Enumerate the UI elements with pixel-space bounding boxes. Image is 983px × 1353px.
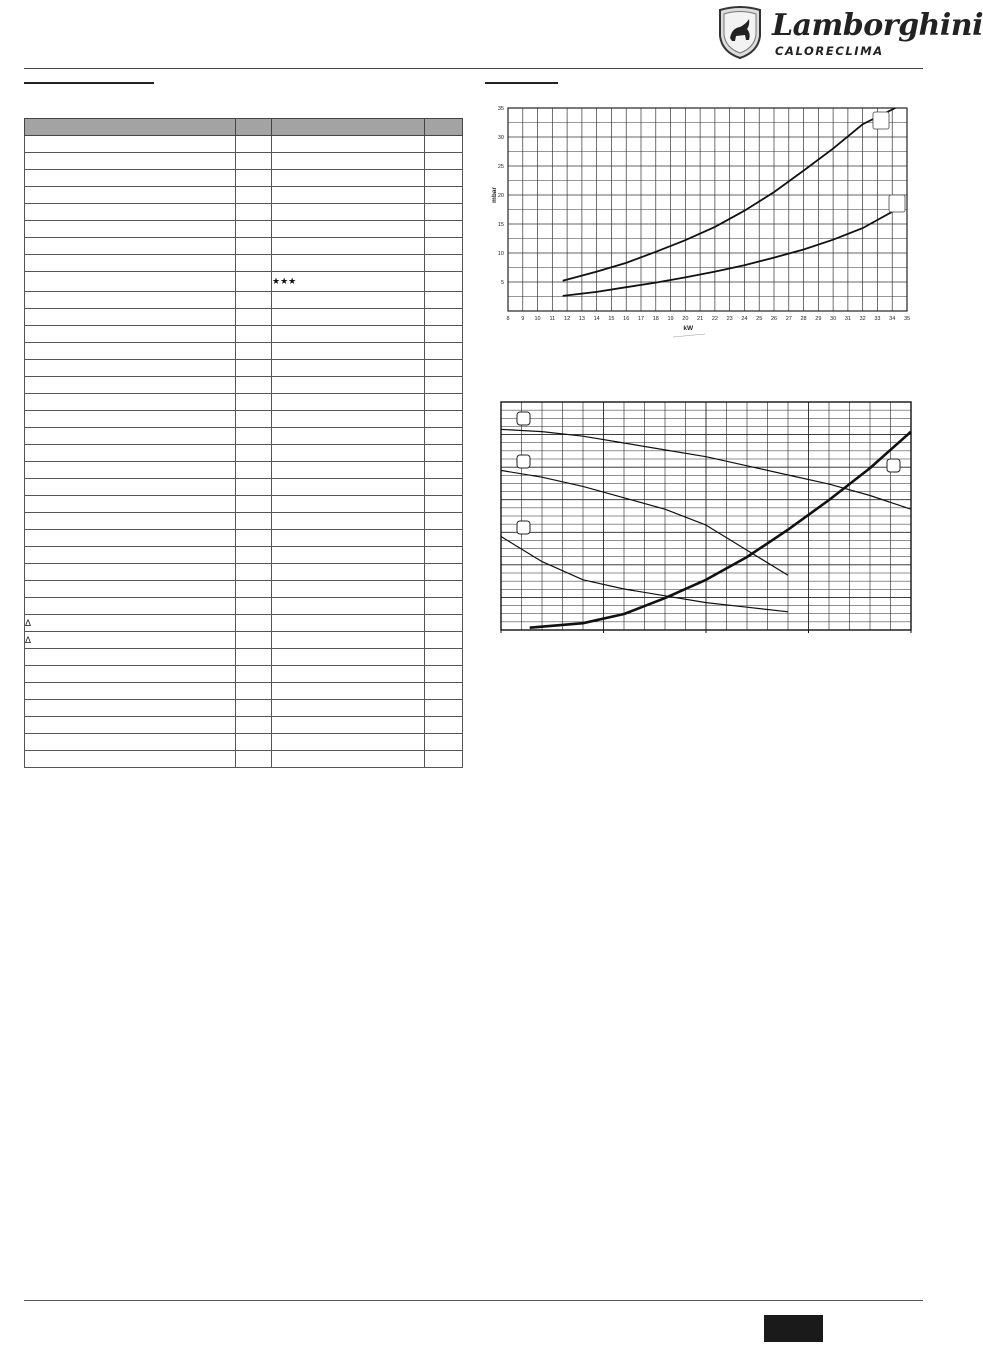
table-cell [425,411,463,428]
x-tick-label: 21 [697,316,704,322]
table-cell [236,204,272,221]
table-cell [25,204,236,221]
table-cell [272,632,425,649]
y-tick-label: 15 [497,222,504,228]
x-tick-label: 33 [874,316,881,322]
table-cell [272,462,425,479]
table-cell [236,411,272,428]
x-tick-label: 34 [889,316,896,322]
table-cell [425,513,463,530]
y-tick-label: 5 [500,280,504,286]
table-row [25,187,463,204]
y-tick-label: 10 [497,251,504,257]
table-cell [25,309,236,326]
section-heading-underline-left [24,82,154,84]
table-cell [425,717,463,734]
x-tick-label: 23 [726,316,733,322]
table-row [25,530,463,547]
table-row [25,326,463,343]
table-row [25,700,463,717]
table-cell [236,581,272,598]
table-cell [272,649,425,666]
table-cell [236,462,272,479]
table-cell [25,513,236,530]
table-cell [236,479,272,496]
table-cell [425,238,463,255]
table-cell [236,649,272,666]
table-row [25,170,463,187]
table-cell [236,598,272,615]
table-cell [25,649,236,666]
table-cell [272,717,425,734]
table-cell [272,564,425,581]
table-cell [272,187,425,204]
y-axis-label: mbar [491,187,498,203]
table-cell [425,428,463,445]
x-tick-label: 8 [506,316,510,322]
table-cell [272,598,425,615]
table-body [25,136,463,768]
table-cell [272,153,425,170]
x-tick-label: 27 [785,316,792,322]
table-cell [272,394,425,411]
table-cell [236,377,272,394]
table-cell [236,221,272,238]
table-cell [425,343,463,360]
pump-curve-chart [498,400,916,636]
table-row [25,445,463,462]
x-tick-label: 9 [521,316,525,322]
table-cell [25,666,236,683]
table-row [25,204,463,221]
table-cell [272,170,425,187]
table-cell [425,462,463,479]
table-row [25,462,463,479]
table-cell [425,170,463,187]
table-cell [425,292,463,309]
table-cell [425,700,463,717]
table-cell [425,496,463,513]
table-cell [272,751,425,768]
table-cell [425,221,463,238]
table-cell [25,598,236,615]
table-cell [425,394,463,411]
table-cell [25,547,236,564]
table-row [25,513,463,530]
x-tick-label: 35 [903,316,911,322]
table-cell [25,751,236,768]
table-cell [25,272,236,292]
table-cell [25,700,236,717]
table-cell [25,187,236,204]
table-cell: Δ [25,615,236,632]
table-cell [236,700,272,717]
table-cell [272,360,425,377]
series-line-4 [530,432,911,628]
table-cell [272,496,425,513]
table-cell [272,700,425,717]
table-cell [272,255,425,272]
table-cell [425,581,463,598]
table-cell [236,428,272,445]
table-cell [25,153,236,170]
x-axis-label: kW [683,325,694,332]
x-tick-label: 11 [549,316,556,322]
table-header-cell [272,119,425,136]
table-cell [425,598,463,615]
table-cell [425,547,463,564]
table-row [25,360,463,377]
table-cell: ★★★ [272,272,425,292]
table-cell [425,187,463,204]
table-row [25,411,463,428]
table-cell [25,479,236,496]
table-header-row [25,119,463,136]
brand-logo-shield-icon [716,6,764,60]
table-row [25,547,463,564]
curve-marker-box [517,412,530,425]
table-cell [236,615,272,632]
x-tick-label: 17 [637,316,645,322]
y-tick-label: 20 [497,193,504,199]
curve-marker-box [889,195,905,212]
table-cell [236,153,272,170]
table-cell [236,751,272,768]
y-tick-label: 25 [497,164,504,170]
table-cell [272,547,425,564]
table-row [25,751,463,768]
table-cell [25,462,236,479]
table-row [25,717,463,734]
table-row [25,255,463,272]
table-cell [272,411,425,428]
table-cell [272,615,425,632]
table-cell [25,377,236,394]
table-cell [272,428,425,445]
table-cell [25,292,236,309]
table-header-cell [25,119,236,136]
table-row [25,683,463,700]
table-cell [272,666,425,683]
table-row [25,238,463,255]
x-tick-label: 12 [564,316,571,322]
table-cell [272,683,425,700]
x-tick-label: 30 [830,316,837,322]
table-cell [236,717,272,734]
curve-marker-box [887,459,900,472]
table-row [25,394,463,411]
page-number-box [764,1315,823,1342]
table-cell [236,326,272,343]
table-cell [236,272,272,292]
table-cell [425,479,463,496]
table-cell [236,530,272,547]
table-cell [25,411,236,428]
x-tick-label: 18 [652,316,659,322]
table-cell [236,513,272,530]
table-cell [25,564,236,581]
table-cell [236,309,272,326]
table-cell [236,292,272,309]
table-cell [272,343,425,360]
table-row [25,479,463,496]
x-tick-label: 13 [578,316,585,322]
x-tick-label: 22 [711,316,718,322]
header-divider [24,68,923,69]
table-cell [236,496,272,513]
table-cell [25,136,236,153]
table-cell [236,564,272,581]
table-cell [272,204,425,221]
table-row [25,428,463,445]
table-cell [236,187,272,204]
table-cell [272,292,425,309]
table-cell: Δ [25,632,236,649]
table-cell [25,717,236,734]
table-cell [425,204,463,221]
table-cell [425,683,463,700]
table-cell [25,734,236,751]
x-tick-label: 25 [756,316,763,322]
table-cell [25,530,236,547]
decorative-line [673,334,705,337]
table-cell [425,272,463,292]
table-cell [25,428,236,445]
table-cell [272,377,425,394]
y-tick-label: 35 [497,106,504,112]
table-cell [25,360,236,377]
table-cell [236,170,272,187]
brand-subtitle: CALORECLIMA [775,44,884,58]
x-tick-label: 10 [534,316,541,322]
table-row [25,496,463,513]
table-row [25,272,463,292]
table-cell [425,360,463,377]
table-cell [236,136,272,153]
table-cell [272,530,425,547]
table-row [25,598,463,615]
table-row [25,221,463,238]
table-cell [272,581,425,598]
table-cell [236,238,272,255]
table-cell [236,343,272,360]
table-cell [236,632,272,649]
table-cell [25,221,236,238]
table-cell [236,666,272,683]
table-cell [272,513,425,530]
table-cell [25,170,236,187]
table-header-cell [236,119,272,136]
x-tick-label: 19 [667,316,674,322]
table-cell [272,326,425,343]
table-cell [25,326,236,343]
table-row [25,666,463,683]
table-cell [425,751,463,768]
table-cell [425,136,463,153]
table-cell [236,683,272,700]
table-cell [425,309,463,326]
table-cell [272,445,425,462]
x-tick-label: 15 [608,316,615,322]
table-row [25,153,463,170]
table-cell [236,360,272,377]
table-cell [25,683,236,700]
technical-data-table [24,118,463,768]
x-tick-label: 32 [859,316,866,322]
pressure-loss-chart [485,104,925,340]
table-cell [25,343,236,360]
table-row [25,292,463,309]
table-cell [272,238,425,255]
table-row [25,649,463,666]
table-cell [425,564,463,581]
x-tick-label: 14 [593,316,600,322]
table-row [25,564,463,581]
x-tick-label: 20 [682,316,689,322]
table-cell [425,153,463,170]
table-cell [25,496,236,513]
table-cell [236,255,272,272]
x-tick-label: 16 [623,316,630,322]
table-cell [272,479,425,496]
table-cell [425,377,463,394]
table-cell [272,309,425,326]
x-tick-label: 24 [741,316,748,322]
table-cell [236,445,272,462]
table-cell [425,734,463,751]
table-cell [25,445,236,462]
x-tick-label: 26 [770,316,778,322]
table-cell [25,581,236,598]
table-cell [425,632,463,649]
curve-marker-box [517,521,530,534]
table-cell [25,394,236,411]
curve-marker-box [873,112,889,129]
table-row [25,136,463,153]
section-heading-underline-right [485,82,558,84]
table-cell [425,255,463,272]
table-row [25,309,463,326]
table-row [25,632,463,649]
table-row [25,581,463,598]
footer-divider [24,1300,923,1301]
curve-marker-box [517,455,530,468]
table-cell [272,136,425,153]
series-line-1 [563,108,896,281]
table-cell [425,649,463,666]
y-tick-label: 30 [497,135,504,141]
table-cell [25,238,236,255]
table-cell [236,394,272,411]
table-cell [425,326,463,343]
x-tick-label: 28 [800,316,807,322]
table-row [25,343,463,360]
table-cell [272,221,425,238]
table-cell [425,530,463,547]
table-cell [25,255,236,272]
table-cell [236,547,272,564]
table-cell [425,615,463,632]
table-row [25,377,463,394]
table-cell [425,445,463,462]
x-tick-label: 31 [844,316,851,322]
table-row [25,734,463,751]
brand-name: Lamborghini [772,8,983,43]
table-cell [425,666,463,683]
table-cell [272,734,425,751]
table-row [25,615,463,632]
table-cell [236,734,272,751]
table-header-cell [425,119,463,136]
x-tick-label: 29 [815,316,822,322]
